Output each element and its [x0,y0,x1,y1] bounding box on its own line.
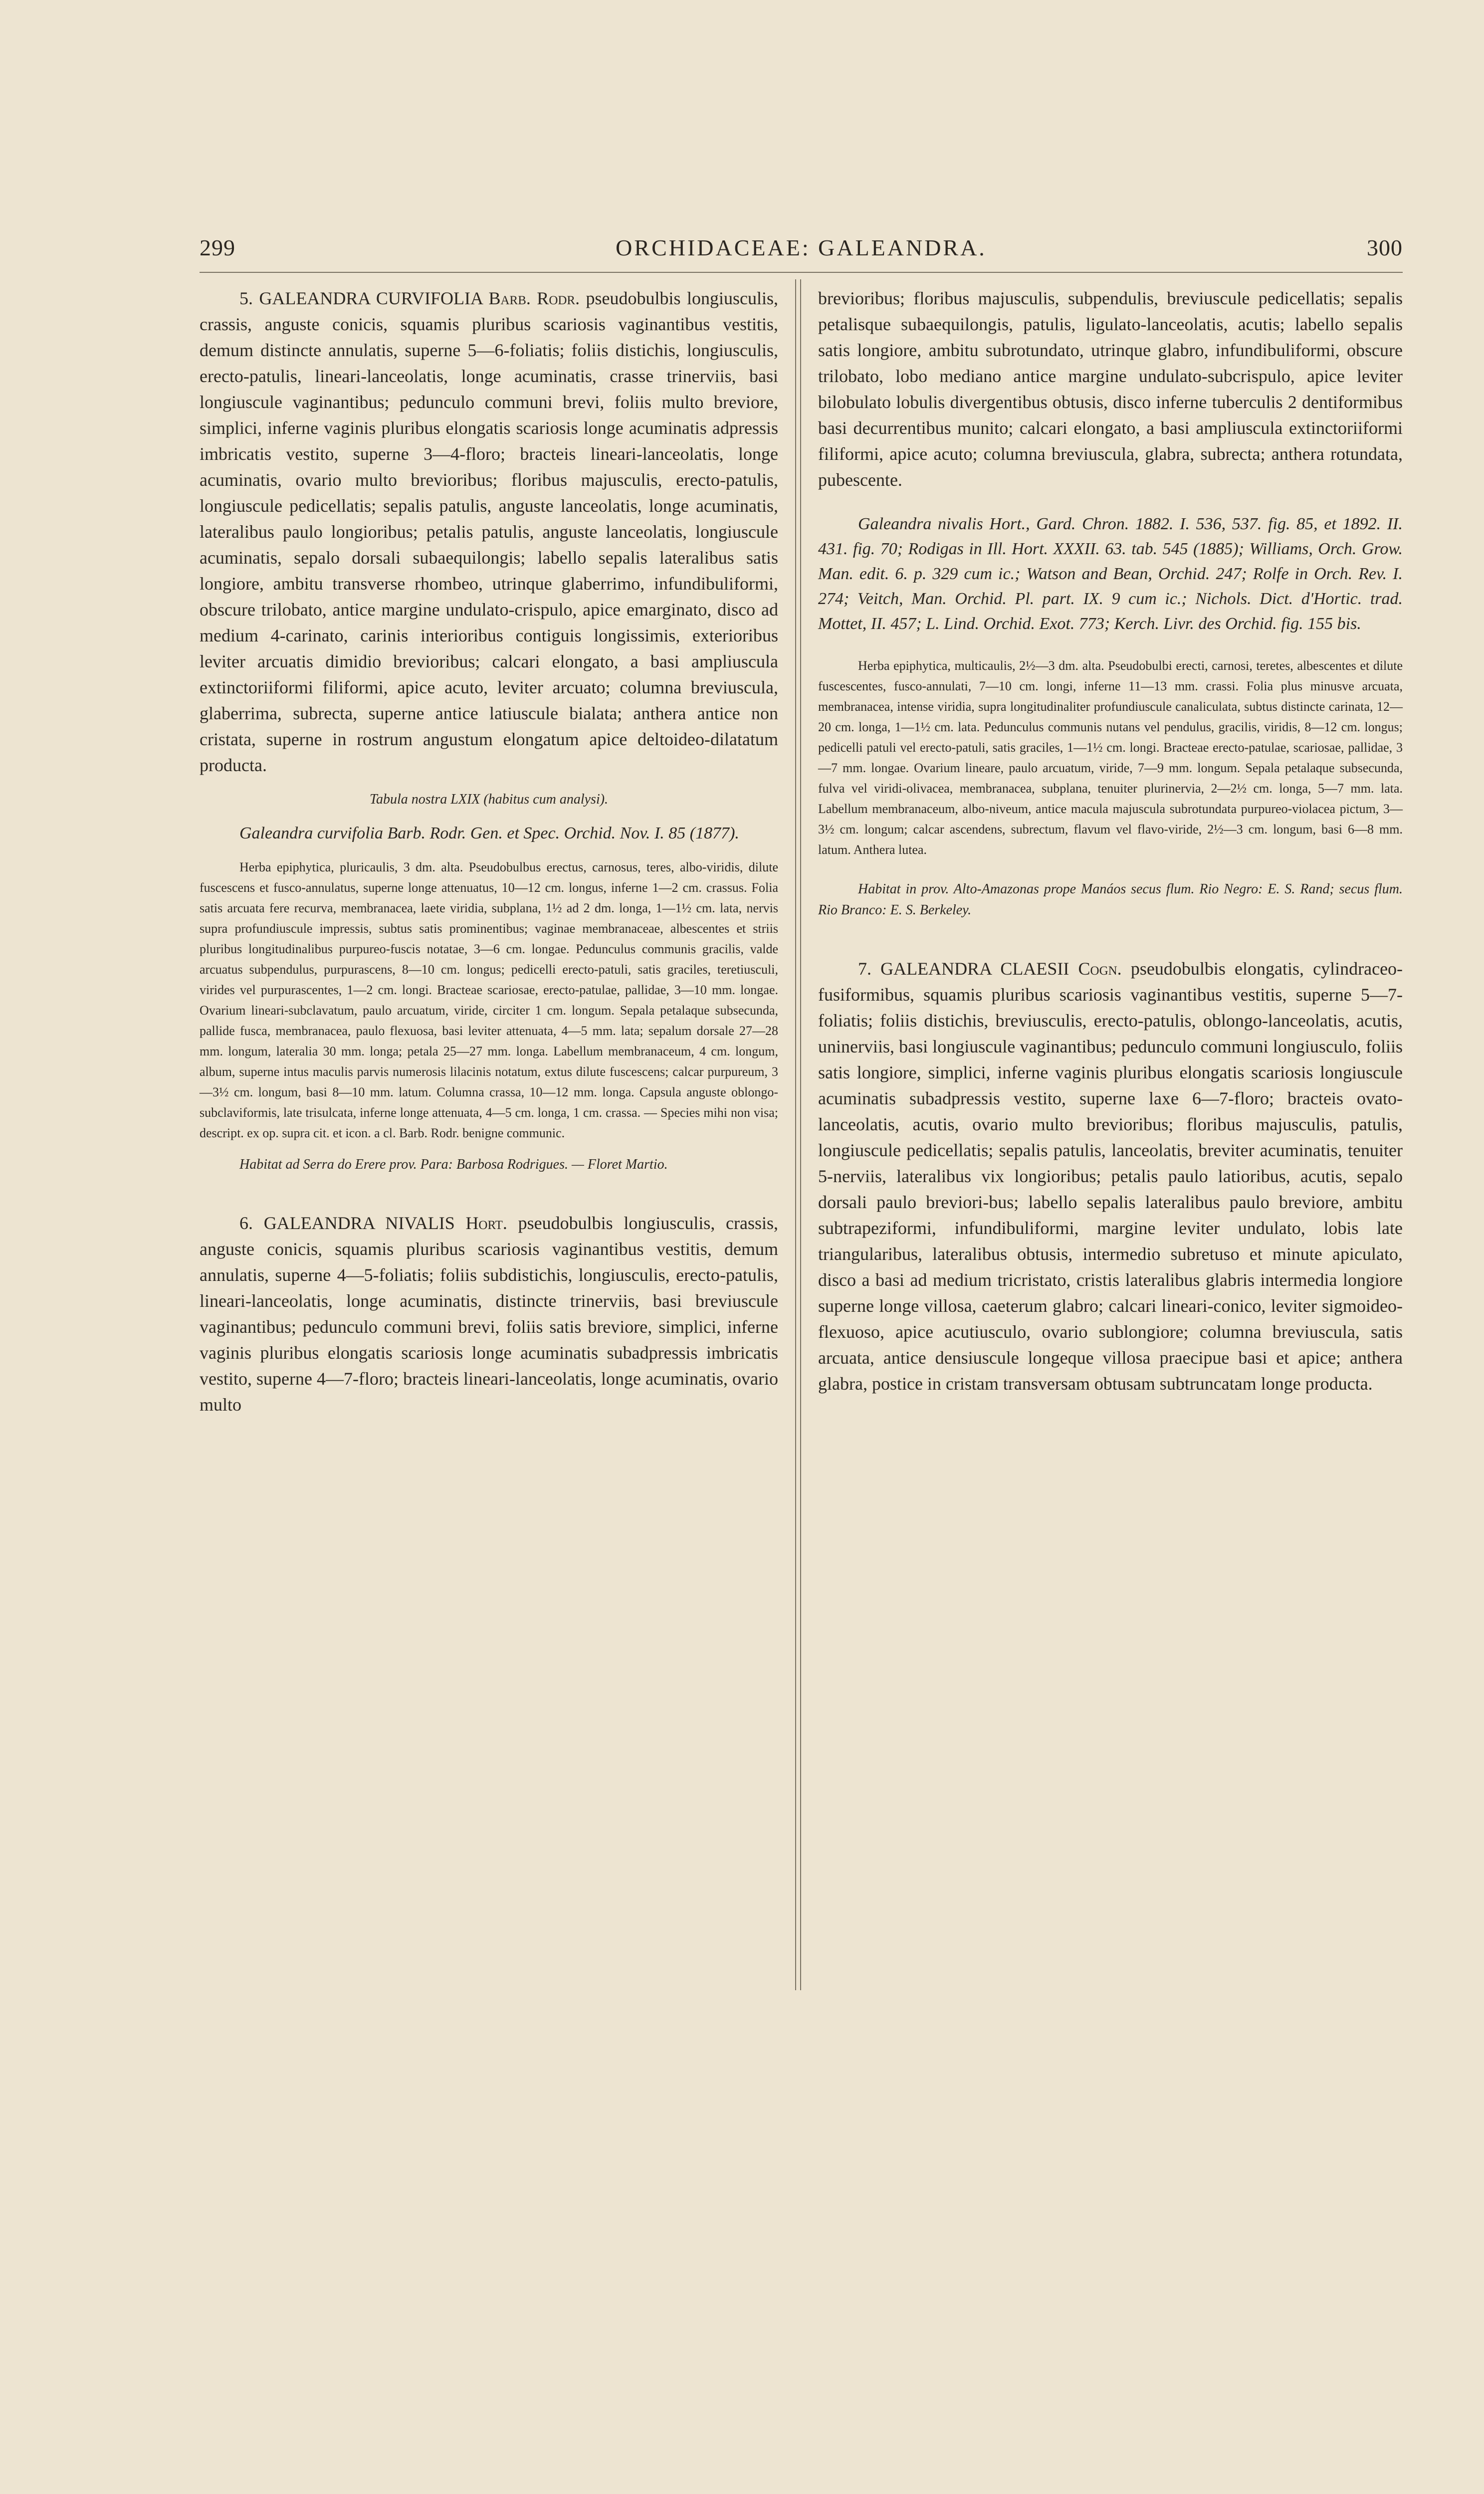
species-5-number: 5. [239,288,253,308]
species-6-author: Hort. [465,1213,507,1233]
species-6-description-text: pseudobulbis longiusculis, crassis, anguste conicis, squamis pluribus scariosis vaginantibus vestitis, demum annulatis, superne 4—5-foliatis; foliis subdistichis, longiusculis, erecto-patulis, lineari-lanceolatis, longe acuminatis, distincte trinerviis, basi breviuscule vaginantibus; pedunculo communi brevi, foliis satis breviore, simplici, inferne vaginis pluribus elongatis scariosis longe acuminatis subadpressis imbricatis vestito, superne 4—7-floro; bracteis lineari-lanceolatis, longe acuminatis, ovario multo [200,1213,779,1415]
column-divider [795,279,801,1990]
species-5-reference: Galeandra curvifolia Barb. Rodr. Gen. et Spec. Orchid. Nov. I. 85 (1877). [239,824,739,842]
species-7-description [818,956,1403,1397]
species-5-name: GALEANDRA CURVIFOLIA [259,288,483,308]
species-6-references: Galeandra nivalis Hort., Gard. Chron. 1882. I. 536, 537. fig. 85, et 1892. II. 431. fig. 70; Rodigas in Ill. Hort. XXXII. 63. tab. 545 (1885); Williams, Orch. Grow. Man. edit. 6. p. 329 cum ic.; Watson and Bean, Orchid. 247; Rolfe in Orch. Rev. I. 274; Veitch, Man. Orchid. Pl. part. IX. 9 cum ic.; Nichols. Dict. d'Hortic. trad. Mottet, II. 457; L. Lind. Orchid. Exot. 773; Kerch. Livr. des Orchid. fig. 155 bis. [818,515,1403,633]
species-6-description-continued: brevioribus; floribus majusculis, subpendulis, breviuscule pedicellatis; sepalis petalisque subaequilongis, patulis, ligulato-lanceolatis, acutis; labello sepalis satis longiore, ambitu subrotundato, utrinque glabro, infundibuliformi, obscure trilobato, lobo mediano antice margine undulato-subcrispulo, apice leviter bilobulato lobulis divergentibus obtusis, disco inferne tuberculis 2 dentiformibus basi decurrentibus munito; calcari elongato, a basi ampliuscula extinctoriiformi filiformi, apice acuto; columna breviuscula, glabra, subrecta; anthera rotundata, pubescente. [818,288,1403,490]
header-rule [200,272,1403,275]
species-5-description-text: pseudobulbis longiusculis, crassis, anguste conicis, squamis pluribus scariosis vaginantibus vestitis, demum distincte annulatis, superne 5—6-foliatis; foliis distichis, longiusculis, erecto-patulis, lineari-lanceolatis, longe acuminatis, crasse trinerviis, basi longiuscule vaginantibus; pedunculo communi brevi, foliis multo breviore, simplici, inferne vaginis pluribus elongatis scariosis longe acuminatis adpressis imbricatis vestito, superne 3—4-floro; bracteis lineari-lanceolatis, longe acuminatis, ovario multo brevioribus; floribus majusculis, erecto-patulis, longiuscule pedicellatis; sepalis patulis, anguste lanceolatis, longe acuminatis, lateralibus paulo longioribus; petalis patulis, anguste lanceolatis, longiuscule acuminatis, sepalo dorsali subaequilongis; labello sepalis lateralibus satis longiore, ambitu transverse rhombeo, utrinque glaberrimo, infundibuliformi, obscure trilobato, antice margine undulato-crispulo, apice emarginato, disco ad medium 4-carinato, carinis interioribus contiguis longissimis, exterioribus leviter arcuatis dimidio brevioribus; calcari elongato, a basi ampliuscula extinctoriiformi filiformi, apice acuto, leviter arcuato; columna breviuscula, glaberrima, subrecta, superne antice latiuscule bialata; anthera antice non cristata, superne in rostrum angustum elongatum apice deltoideo-dilatatum producta. [200,288,778,775]
species-6-number: 6. [239,1213,253,1233]
running-header [200,234,1403,269]
species-5-details: Herba epiphytica, pluricaulis, 3 dm. alta. Pseudobulbus erectus, carnosus, teres, albo-viridis, dilute fuscescens et fusco-annulatus, superne longe attenuatus, 10—12 cm. longus, inferne 1—2 cm. crassus. Folia satis arcuata fere recurva, membranacea, laete viridia, subplana, 1½ ad 2 dm. longa, 1—1½ cm. lata, nervis supra profundiuscule impressis, subtus satis prominentibus; vaginae membranaceae, albescentes et striis pluribus longitudinalibus purpureo-fuscis notatae, 3—6 cm. longae. Pedunculus communis gracilis, valde arcuatus subpendulus, purpurascens, 8—10 cm. longus; pedicelli erecto-patuli, satis graciles, teretiusculi, virides vel purpurascentes, 1—2 cm. longi. Bracteae scariosae, erecto-patulae, pallidae, 3—10 mm. longae. Ovarium lineari-subclavatum, paulo arcuatum, viride, circiter 1 cm. longum. Sepala petalaque subsecunda, pallide fusca, membranacea, paulo flexuosa, basi leviter attenuata, 4—5 mm. lata; sepalum dorsale 27—28 mm. longum, lateralia 30 mm. longa; petala 25—27 mm. longa. Labellum membranaceum, 4 cm. longum, album, superne intus maculis parvis numerosis lilacinis notatum, extus dilute fuscescens; calcar purpureum, 3—3½ cm. longum, basi 8—10 mm. latum. Columna crassa, 10—12 mm. longa. Capsula anguste oblongo-subclaviformis, late trisulcata, inferne longe attenuata, 4—5 cm. longa, 1 cm. crassa. — Species mihi non visa; descript. ex op. supra cit. et icon. a cl. Barb. Rodr. benigne communic. [200,860,778,1140]
left-column [200,285,778,1418]
running-title: ORCHIDACEAE: GALEANDRA. [616,235,987,260]
species-6-habitat: Habitat in prov. Alto-Amazonas prope Manáos secus flum. Rio Negro: E. S. Rand; secus flum. Rio Branco: E. S. Berkeley. [818,881,1403,918]
page-number-right: 300 [1367,235,1403,260]
page-number-left: 299 [200,235,235,260]
right-column [818,285,1403,1397]
species-6-details: Herba epiphytica, multicaulis, 2½—3 dm. alta. Pseudobulbi erecti, carnosi, teretes, albescentes et dilute fuscescentes, fusco-annulati, 7—10 cm. longi, inferne 11—13 mm. crassi. Folia plus minusve arcuata, membranacea, intense viridia, supra longitudinaliter profundiuscule canaliculata, subtus distincte carinata, 12—20 cm. longa, 1—1½ cm. lata. Pedunculus communis nutans vel pendulus, gracilis, viridis, 8—12 cm. longus; pedicelli patuli vel erecto-patuli, satis graciles, 1—1½ cm. longi. Bracteae erecto-patulae, scariosae, pallidae, 3—7 mm. longae. Ovarium lineare, paulo arcuatum, viride, 7—9 mm. longum. Sepala petalaque subsecunda, fulva vel viridi-olivacea, membranacea, subplana, tenuiter plurinervia, 2—2½ cm. longa, 5—7 mm. lata. Labellum membranaceum, albo-niveum, antice macula majuscula subrotundata purpureo-violacea pictum, 3—3½ cm. longum; calcar ascendens, subrectum, flavum vel flavo-viride, 2½—3 cm. longum, basi 6—8 mm. latum. Anthera lutea. [818,658,1403,857]
species-5-author: Barb. Rodr. [488,288,580,308]
species-5-tabula: Tabula nostra LXIX (habitus cum analysi). [369,792,609,807]
species-7-author: Cogn. [1078,959,1122,979]
species-6-description [200,1210,778,1418]
species-6-name: GALEANDRA NIVALIS [263,1213,455,1233]
species-5-habitat: Habitat ad Serra do Erere prov. Para: Barbosa Rodrigues. — Floret Martio. [239,1157,668,1172]
species-7-name: GALEANDRA CLAESII [880,959,1069,979]
species-5-description [200,285,778,778]
species-7-number: 7. [858,959,871,979]
species-7-description-text: pseudobulbis elongatis, cylindraceo-fusiformibus, squamis pluribus scariosis vaginantibus vestitis, superne 5—7-foliatis; foliis distichis, breviusculis, erecto-patulis, oblongo-lanceolatis, acutis, uninerviis, basi longiuscule vaginantibus; pedunculo communi longiusculo, foliis satis longiore, simplici, inferne vaginis pluribus elongatis scariosis longiuscule acuminatis subadpressis vestito, superne laxe 6—7-floro; bracteis ovato-lanceolatis, acutis, ovario multo brevioribus; floribus majusculis, patulis, longiuscule pedicellatis; sepalis patulis, lanceolatis, breviter acuminatis, tenuiter 5-nerviis, lateralibus vix longioribus; petalis paulo latioribus, acutis, sepalo dorsali paulo breviori-bus; labello sepalis lateralibus paulo breviore, ambitu subtrapeziformi, infundibuliformi, margine leviter undulato, lobis late triangularibus, lateralibus obtusis, intermedio subretuso et minute apiculato, disco a basi ad medium tricristato, cristis lateralibus glabris intermedia longiore superne longe villosa, caeterum glabro; calcari lineari-conico, leviter sigmoideo-flexuoso, apice acutiusculo, ovario sublongiore; columna breviuscula, satis arcuata, antice densiuscule longeque villosa praecipue basi et apice; anthera glabra, postice in cristam transversam obtusam subtruncatam longe producta. [818,959,1403,1394]
